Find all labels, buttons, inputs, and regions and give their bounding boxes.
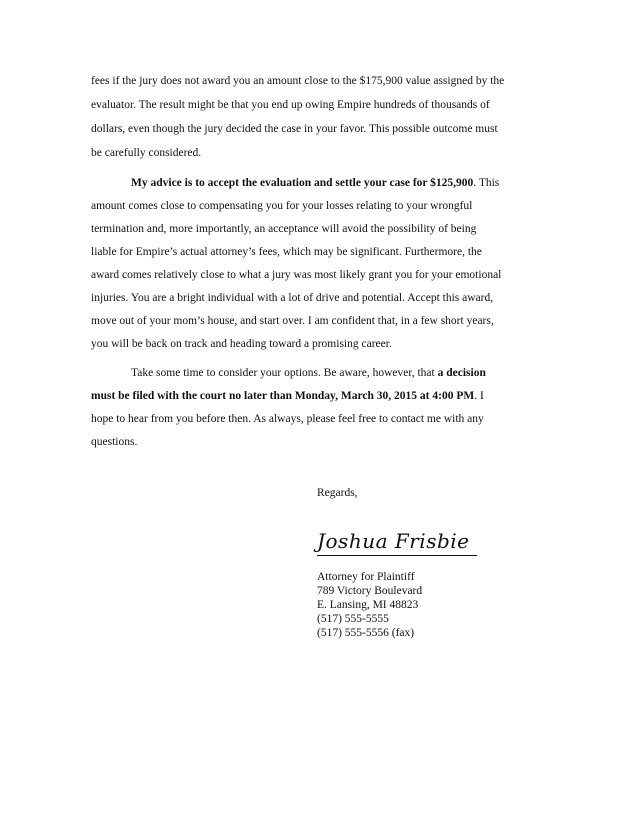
closing-regards: Regards,: [317, 487, 358, 499]
advice-statement: My advice is to accept the evaluation and settle your case for $125,900: [131, 177, 474, 189]
paragraph3-first-line: [131, 366, 551, 380]
advice-rest: . This: [473, 177, 500, 189]
paragraph2-first-line: [131, 176, 551, 190]
consider-text: Take some time to consider your options. Be aware, however, that: [131, 367, 438, 379]
phone-number: (517) 555-5555: [317, 613, 389, 625]
paragraph2-line: liable for Empire’s actual attorney’s fees, which may be significant. Furthermore, the: [91, 246, 482, 258]
paragraph2-line: injuries. You are a bright individual with a lot of drive and potential. Accept this award,: [91, 292, 494, 304]
paragraph3-deadline-line: [91, 389, 551, 403]
address-city: E. Lansing, MI 48823: [317, 599, 419, 611]
fax-number: (517) 555-5556 (fax): [317, 627, 415, 639]
paragraph3-line: questions.: [91, 436, 138, 448]
deadline-bold: must be filed with the court no later than Monday, March 30, 2015 at 4:00 PM: [91, 390, 475, 402]
paragraph2-line: move out of your mom’s house, and start over. I am confident that, in a few short years,: [91, 315, 494, 327]
paragraph1-line: dollars, even though the jury decided the case in your favor. This possible outcome must: [91, 123, 498, 135]
paragraph2-line: you will be back on track and heading toward a promising career.: [91, 338, 392, 350]
paragraph1-line: be carefully considered.: [91, 147, 202, 159]
paragraph2-line: award comes relatively close to what a jury was most likely grant you for your emotional: [91, 269, 502, 281]
address-street: 789 Victory Boulevard: [317, 585, 423, 597]
signer-title: Attorney for Plaintiff: [317, 571, 415, 583]
paragraph1-line: evaluator. The result might be that you end up owing Empire hundreds of thousands of: [91, 99, 490, 111]
paragraph3-line: hope to hear from you before then. As always, please feel free to contact me with any: [91, 413, 484, 425]
paragraph2-line: termination and, more importantly, an acceptance will avoid the possibility of being: [91, 223, 477, 235]
paragraph2-line: amount comes close to compensating you for your losses relating to your wrongful: [91, 200, 473, 212]
deadline-rest: . I: [474, 390, 484, 402]
signature-underline: [317, 555, 477, 556]
signature: Joshua Frisbie: [317, 529, 470, 553]
decision-bold: a decision: [437, 367, 486, 379]
paragraph1-line: fees if the jury does not award you an amount close to the $175,900 value assigned by the: [91, 75, 505, 87]
